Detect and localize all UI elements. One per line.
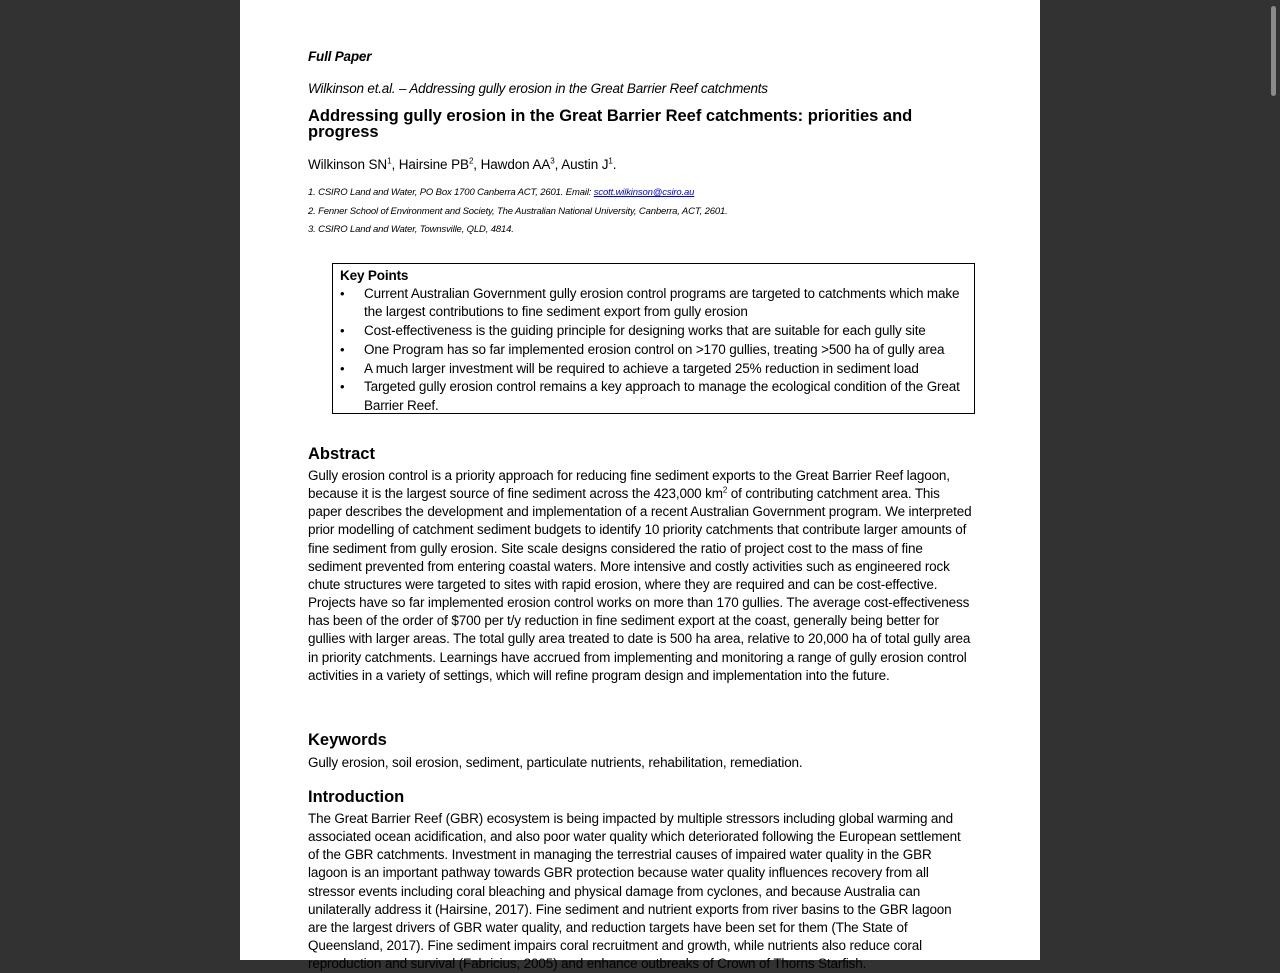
key-point-item — [340, 285, 967, 321]
keywords-text: Gully erosion, soil erosion, sediment, particulate nutrients, rehabilitation, remediation. — [308, 755, 803, 770]
bullet-icon: • — [340, 286, 345, 301]
running-header: Wilkinson et.al. – Addressing gully erosion in the Great Barrier Reef catchments — [308, 81, 768, 96]
abstract-text-part: of contributing catchment area. This paper describes the development and implementation of a recent Australian Government program. We interpreted prior modelling of catchment sediment budgets to identify 10 priority catchments that contribute larger amounts of fine sediment from gully erosion. Site scale designs considered the ratio of project cost to the mass of fine sediment prevented from entering coastal waters. More intensive and costly activities such as engineered rock chute structures were targeted to sites with rapid erosion, where they are required and can be cost-effective. Projects have so far implemented erosion control works on more than 170 gullies. The average cost-effectiveness has been of the order of $700 per t/y reduction in fine sediment export at the coast, generally being better for gullies with larger areas. The total gully area treated to date is 500 ha area, relative to 20,000 ha of total gully area in priority catchments. Learnings have accrued from implementing and monitoring a range of gully erosion control activities in a variety of settings, which will refine program design and implementation into the future. — [308, 486, 972, 683]
keywords-heading: Keywords — [308, 731, 387, 749]
author-list — [308, 157, 616, 172]
key-point-text: One Program has so far implemented erosion control on >170 gullies, treating >500 ha of gully area — [364, 341, 945, 357]
bullet-icon: • — [340, 323, 345, 338]
author-affiliation-number: 3 — [550, 156, 555, 166]
key-points-list — [340, 285, 967, 415]
key-point-item — [340, 378, 967, 414]
bullet-icon: • — [340, 360, 345, 376]
author-separator: , — [473, 157, 481, 172]
key-points-box — [332, 263, 975, 414]
abstract-heading: Abstract — [308, 445, 375, 463]
affiliation-2: 2. Fenner School of Environment and Society, The Australian National University, Canberra, ACT, 2601. — [308, 206, 728, 217]
author-name: Wilkinson SN — [308, 157, 388, 172]
author-name: Hairsine PB — [398, 157, 469, 172]
author-affiliation-number: 2 — [468, 156, 474, 166]
affiliation-3: 3. CSIRO Land and Water, Townsville, QLD, 4814. — [308, 224, 514, 235]
author-separator: . — [612, 157, 617, 172]
key-point-text: Targeted gully erosion control remains a key approach to manage the ecological condition of the Great Barrier Reef. — [364, 379, 960, 413]
key-point-text: Current Australian Government gully erosion control programs are targeted to catchments which make the largest contributions to fine sediment export from gully erosion — [364, 286, 960, 320]
bullet-icon: • — [340, 341, 345, 357]
author-separator: , — [554, 157, 562, 172]
author-name: Austin J — [561, 157, 609, 172]
key-point-text: A much larger investment will be required to achieve a targeted 25% reduction in sediment load — [364, 360, 919, 376]
key-point-item — [340, 360, 967, 378]
author-separator: , — [391, 157, 399, 172]
introduction-heading: Introduction — [308, 788, 405, 806]
affiliation-1 — [308, 187, 694, 198]
introduction-text: The Great Barrier Reef (GBR) ecosystem is being impacted by multiple stressors including global warming and associated ocean acidification, and also poor water quality which deteriorated following the European settlement of the GBR catchments. Investment in managing the terrestrial causes of impaired water quality in the GBR lagoon is an important pathway towards GBR protection because water quality influences recovery from all stressor events including coral bleaching and physical damage from cyclones, and because Australia can unilaterally address it (Hairsine, 2017). Fine sediment and nutrient exports from river basins to the GBR lagoon are the largest drivers of GBR water quality, and reduction targets have been set for them (The State of Queensland, 2017). Fine sediment impairs coral recruitment and growth, while nutrients also reduce coral reproduction and survival (Fabricius, 2005) and enhance outbreaks of Crown of Thorns Starfish. — [308, 811, 961, 972]
abstract-text-part: Gully erosion control is a priority approach for reducing fine sediment exports to the Great Barrier Reef lagoon, because it is the largest source of fine sediment across the 423,000 km — [308, 468, 950, 502]
key-point-item — [340, 322, 967, 340]
paper-title: Addressing gully erosion in the Great Barrier Reef catchments: priorities and progress — [308, 107, 913, 141]
affiliation-text: 1. CSIRO Land and Water, PO Box 1700 Canberra ACT, 2601. Email: — [308, 187, 594, 198]
bullet-icon: • — [340, 379, 345, 395]
email-link[interactable]: scott.wilkinson@csiro.au — [593, 187, 695, 198]
author-affiliation-number: 1 — [608, 156, 613, 166]
abstract-text — [308, 467, 972, 685]
author-name: Hawdon AA — [480, 157, 551, 172]
superscript: 2 — [722, 485, 728, 495]
key-point-text: Cost-effectiveness is the guiding principle for designing works that are suitable for each gully site — [364, 323, 926, 338]
paper-type-label: Full Paper — [308, 49, 372, 64]
key-point-item — [340, 341, 967, 359]
author-affiliation-number: 1 — [387, 156, 392, 166]
pdf-page — [240, 0, 1040, 972]
key-points-title: Key Points — [340, 268, 409, 283]
scrollbar-thumb[interactable] — [1271, 6, 1276, 96]
